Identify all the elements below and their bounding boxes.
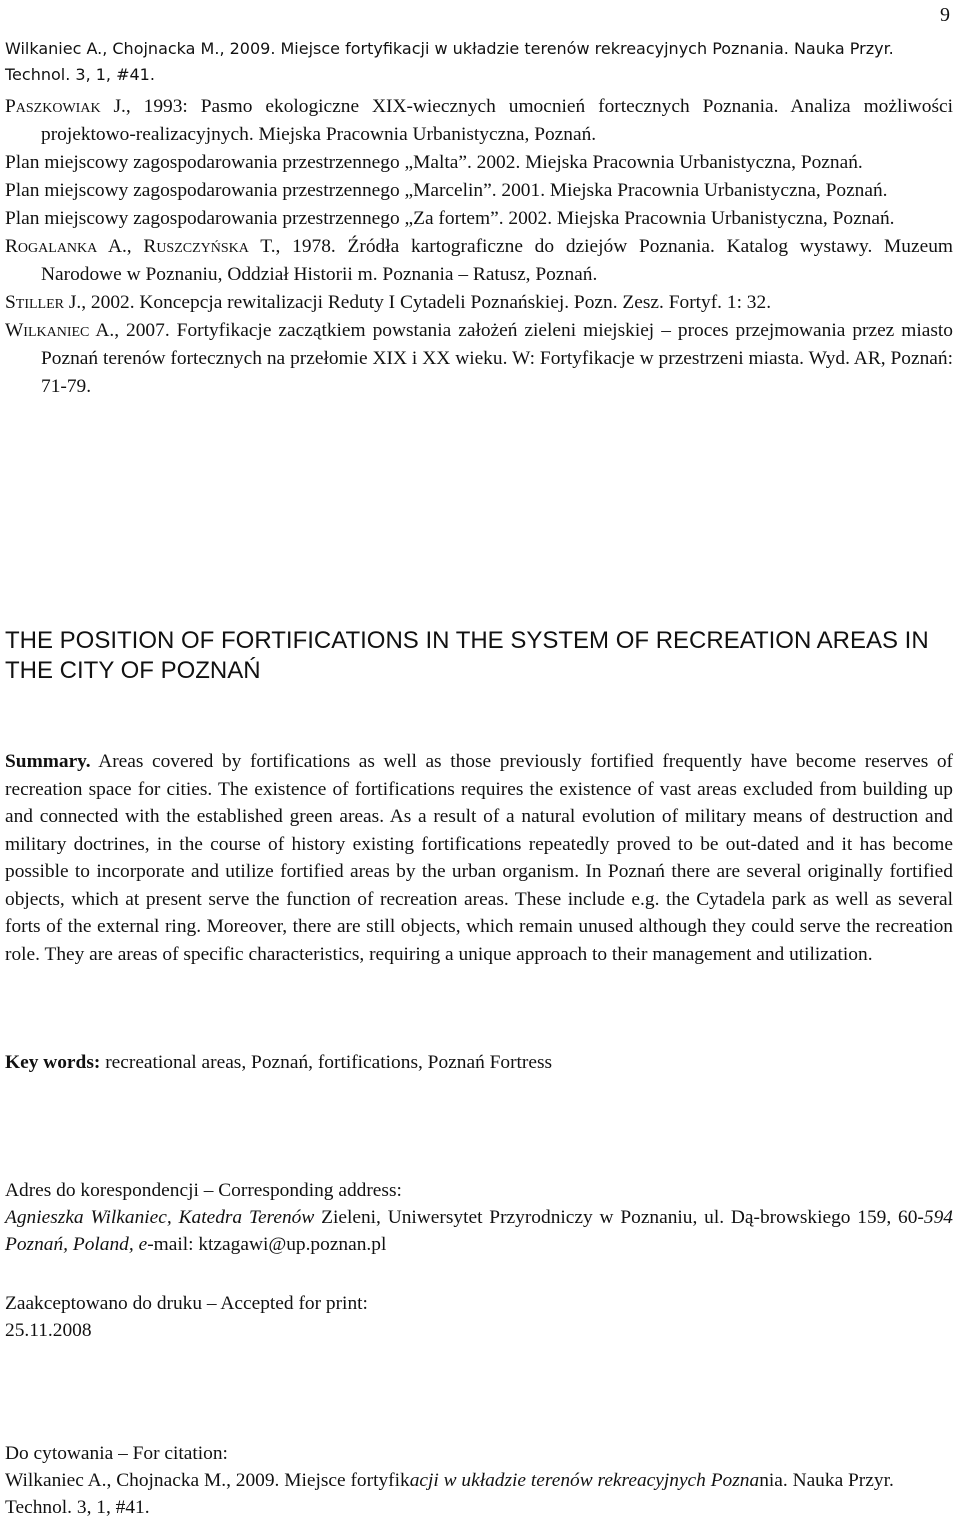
keywords-line <box>5 1049 953 1077</box>
author-name: Agnieszka Wilkaniec, Katedra Terenów <box>5 1207 315 1228</box>
reference-item <box>5 177 953 205</box>
citation-text-italic: acji w układzie terenów rekreacyjnych Pozna <box>409 1470 760 1491</box>
page-number: 9 <box>940 4 950 26</box>
reference-author: Paszkowiak J. <box>5 96 126 117</box>
correspondence-address <box>5 1204 953 1258</box>
accepted-block <box>5 1290 953 1344</box>
reference-list <box>5 93 953 401</box>
reference-text: Plan miejscowy zagospodarowania przestrzennego „Malta”. 2002. Miejska Pracownia Urbanistyczna, Poznań. <box>5 152 863 173</box>
address-text: Zieleni, Uniwersytet Przyrodniczy w Poznaniu, ul. Dą-browskiego 159, 60- <box>314 1207 924 1228</box>
running-header: Wilkaniec A., Chojnacka M., 2009. Miejsce fortyfikacji w układzie terenów rekreacyjnych Poznania. Nauka Przyr. Technol. 3, 1, #41. <box>5 39 894 84</box>
reference-item <box>5 289 953 317</box>
reference-item <box>5 149 953 177</box>
reference-text: , 2002. Koncepcja rewitalizacji Reduty I Cytadeli Poznańskiej. Pozn. Zesz. Fortyf. 1: 32. <box>81 292 772 313</box>
citation-block <box>5 1440 953 1521</box>
reference-author: Rogalanka A., Ruszczyńska T. <box>5 236 276 257</box>
reference-item <box>5 205 953 233</box>
correspondence-block <box>5 1177 953 1258</box>
reference-item <box>5 233 953 289</box>
citation-label: Do cytowania – For citation: <box>5 1443 228 1464</box>
reference-text: , 1978. Źródła kartograficzne do dziejów Poznania. Katalog wystawy. Muzeum Narodowe w Poznaniu, Oddział Historii m. Poznania – Ratusz, Poznań. <box>41 236 953 285</box>
email-text: -mail: ktzagawi@up.poznan.pl <box>147 1234 387 1255</box>
reference-text: Plan miejscowy zagospodarowania przestrzennego „Marcelin”. 2001. Miejska Pracownia Urbanistyczna, Poznań. <box>5 180 888 201</box>
keywords-label: Key words: <box>5 1052 101 1073</box>
english-title: THE POSITION OF FORTIFICATIONS IN THE SYSTEM OF RECREATION AREAS IN THE CITY OF POZNAŃ <box>5 627 929 684</box>
reference-author: Stiller J. <box>5 292 82 313</box>
reference-author: Wilkaniec A. <box>5 320 115 341</box>
reference-text: Plan miejscowy zagospodarowania przestrzennego „Za fortem”. 2002. Miejska Pracownia Urbanistyczna, Poznań. <box>5 208 895 229</box>
summary-label: Summary. <box>5 751 91 772</box>
citation-text <box>5 1467 953 1521</box>
address-city: 594 Poznań, Poland, e <box>5 1207 953 1255</box>
citation-text-part: nia. Nauka Przyr. Technol. 3, 1, #41. <box>5 1470 894 1518</box>
reference-item <box>5 317 953 401</box>
reference-item <box>5 93 953 149</box>
reference-text: , 1993: Pasmo ekologiczne XIX-wiecznych umocnień fortecznych Poznania. Analiza możliwości projektowo-realizacyjnych. Miejska Pracownia Urbanistyczna, Poznań. <box>41 96 953 145</box>
citation-text-part: Wilkaniec A., Chojnacka M., 2009. Miejsce fortyfik <box>5 1470 410 1491</box>
keywords-text: recreational areas, Poznań, fortifications, Poznań Fortress <box>105 1052 553 1073</box>
accepted-date: 25.11.2008 <box>5 1320 92 1341</box>
summary-text: Areas covered by fortifications as well as those previously fortified frequently have become reserves of recreation space for cities. The existence of fortifications requires the existence of vast areas excluded from building up and connected with the established green areas. As a result of a natural evolution of military means of destruction and military doctrines, in the course of history existing fortifications repeatedly proved to be out-dated and it has become possible to incorporate and utilize fortified areas by the urban organism. In Poznań there are several originally fortified objects, which at present serve the function of recreation areas. These include e.g. the Cytadela park as well as several forts of the external ring. Moreover, there are still objects, which remain unused although they could serve the recreation role. They are areas of specific characteristics, requiring a unique approach to their management and utilization. <box>5 751 953 965</box>
reference-text: , 2007. Fortyfikacje zaczątkiem powstania założeń zieleni miejskiej – proces przejmowania przez miasto Poznań terenów fortecznych na przełomie XIX i XX wieku. W: Fortyfikacje w przestrzeni miasta. Wyd. AR, Poznań: 71-79. <box>41 320 953 397</box>
summary-paragraph <box>5 748 953 968</box>
accepted-label: Zaakceptowano do druku – Accepted for print: <box>5 1293 368 1314</box>
correspondence-label: Adres do korespondencji – Corresponding address: <box>5 1180 402 1201</box>
